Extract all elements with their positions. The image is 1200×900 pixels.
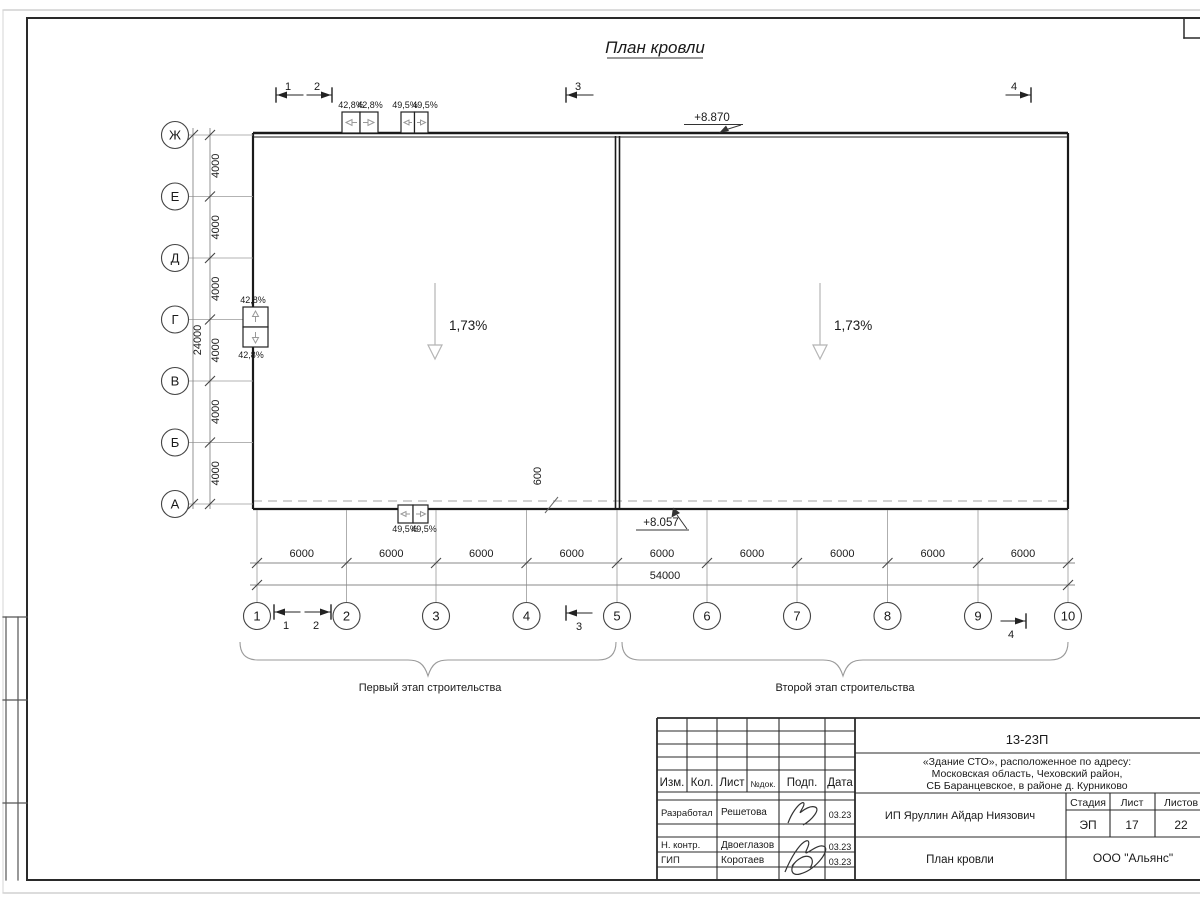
section-mark-1-bottom [274, 605, 300, 632]
dim-row: 4000 [210, 153, 222, 179]
row-axis-label: В [170, 373, 180, 389]
brace-second-stage [622, 642, 1068, 676]
section-mark-3-top [566, 81, 593, 102]
slope-value: 42,8% [357, 100, 383, 110]
role-title: Н. контр. [661, 840, 701, 851]
col-axis-label: 5 [613, 608, 621, 624]
section-number: 3 [575, 621, 583, 633]
sheet-header: Лист [1120, 797, 1144, 809]
sheets-header: Листов [1163, 797, 1199, 809]
slope-arrow-right [813, 283, 872, 359]
section-number: 4 [1010, 81, 1018, 93]
row-axis-label: Ж [168, 127, 182, 143]
sheet-title [605, 38, 705, 58]
col-header-kol: Кол. [690, 777, 714, 789]
dim-col: 6000 [830, 548, 855, 560]
role-date: 03.23 [828, 810, 852, 820]
slope-arrow-left [428, 283, 487, 359]
dim-col: 6000 [739, 548, 765, 560]
col-axis-label: 2 [342, 608, 351, 624]
col-axis-label: 8 [883, 608, 892, 624]
slope-value: 49,5% [412, 100, 438, 110]
client-name: ИП Яруллин Айдар Ниязович [884, 810, 1036, 822]
stage-divider-wall [616, 136, 620, 509]
stage-label-second: Второй этап строительства [775, 682, 915, 694]
section-number: 2 [313, 81, 321, 93]
elevation-value: +8.057 [643, 517, 679, 529]
dim-col: 6000 [1010, 548, 1036, 560]
section-number: 4 [1007, 629, 1015, 641]
dim-600: 600 [532, 466, 544, 486]
sheet-number: 17 [1125, 818, 1139, 832]
section-number: 1 [282, 620, 290, 632]
section-mark-2-bottom [305, 605, 331, 632]
row-axis-label: А [170, 496, 180, 512]
role-title: Разработал [661, 808, 713, 819]
slope-value: 42,8% [338, 100, 364, 110]
building-outline [253, 133, 1068, 509]
role-date: 03.23 [828, 857, 852, 867]
left-margin-stamp-boxes [3, 617, 27, 880]
role-title: ГИП [661, 855, 680, 866]
col-axis-label: 7 [793, 608, 801, 624]
slope-value: 49,5% [392, 524, 418, 534]
stage-braces [240, 642, 1068, 694]
slope-value: 42,8% [240, 295, 266, 305]
roof-box-left-pair [238, 295, 268, 360]
section-number: 2 [312, 620, 320, 632]
slope-value: 1,73% [834, 318, 873, 333]
dim-row: 4000 [210, 215, 222, 240]
dim-col: 6000 [920, 548, 946, 560]
col-axis-label: 1 [253, 608, 261, 624]
col-axis-label: 9 [974, 608, 982, 624]
row-axes [162, 122, 254, 518]
dim-row: 4000 [210, 399, 222, 425]
role-date: 03.23 [828, 842, 852, 852]
stage-label-first: Первый этап строительства [358, 682, 502, 694]
dim-row-total: 24000 [192, 324, 204, 356]
project-address-line: СБ Баранцевское, в районе д. Курниково [926, 780, 1128, 792]
parapet-offset-dim [532, 467, 558, 513]
slope-value: 49,5% [392, 100, 418, 110]
section-mark-3-bottom [566, 606, 592, 633]
row-axis-label: Д [170, 250, 180, 266]
dim-col: 6000 [469, 548, 494, 560]
roof-box-top-pair2 [392, 100, 438, 133]
project-address-line: Московская область, Чеховский район, [931, 768, 1123, 780]
brace-first-stage [240, 642, 616, 676]
slope-value: 42,8% [238, 350, 264, 360]
stage-header: Стадия [1070, 797, 1106, 809]
signature-1 [788, 803, 817, 825]
row-axis-label: Е [170, 189, 180, 204]
drawing-title: План кровли [926, 854, 994, 866]
dim-col: 6000 [559, 548, 585, 560]
col-axis-label: 10 [1060, 608, 1076, 624]
stage-value: ЭП [1079, 818, 1097, 832]
project-address-line: «Здание СТО», расположенное по адресу: [922, 756, 1132, 768]
slope-value: 49,5% [411, 524, 437, 534]
doc-number: 13-23П [1005, 732, 1049, 747]
roof-box-top-pair1 [338, 100, 383, 133]
col-header-izm: Изм. [659, 777, 685, 789]
signature-2 [785, 841, 826, 875]
section-mark-4-bottom [1001, 614, 1026, 641]
col-header-list: Лист [719, 777, 745, 789]
section-mark-1-top [276, 81, 303, 102]
dim-col-total: 54000 [649, 570, 681, 582]
dim-row: 4000 [210, 276, 222, 302]
col-header-data: Дата [827, 777, 853, 789]
company-name: ООО "Альянс" [1092, 851, 1174, 865]
corner-reference-box [1184, 18, 1200, 38]
section-number: 3 [574, 81, 582, 93]
elevation-mark-low [636, 508, 689, 531]
role-name: Коротаев [721, 855, 765, 866]
sheets-total: 22 [1174, 818, 1188, 832]
dim-col: 6000 [379, 548, 404, 560]
left-dimensions [188, 128, 222, 509]
row-axis-label: Б [170, 435, 180, 450]
role-name: Решетова [721, 807, 767, 818]
elevation-value: +8.870 [694, 112, 730, 124]
dim-row: 4000 [210, 338, 222, 363]
section-mark-2-top [307, 81, 332, 102]
dim-col: 6000 [649, 548, 675, 560]
col-header-podp: Подп. [786, 777, 818, 789]
page-title: План кровли [605, 38, 705, 57]
row-axis-label: Г [171, 312, 179, 327]
section-number: 1 [284, 81, 292, 93]
col-axis-label: 6 [703, 608, 711, 624]
bottom-dimensions [250, 548, 1075, 590]
slope-value: 1,73% [449, 318, 488, 333]
col-header-ndok: №док. [750, 779, 776, 789]
col-axis-label: 3 [432, 608, 440, 624]
title-block [657, 718, 1200, 880]
section-mark-4-top [1006, 81, 1031, 102]
dim-col: 6000 [289, 548, 315, 560]
elevation-mark-high [684, 112, 743, 133]
col-axis-label: 4 [522, 608, 531, 624]
role-name: Двоеглазов [721, 840, 775, 851]
dim-row: 4000 [210, 461, 222, 486]
